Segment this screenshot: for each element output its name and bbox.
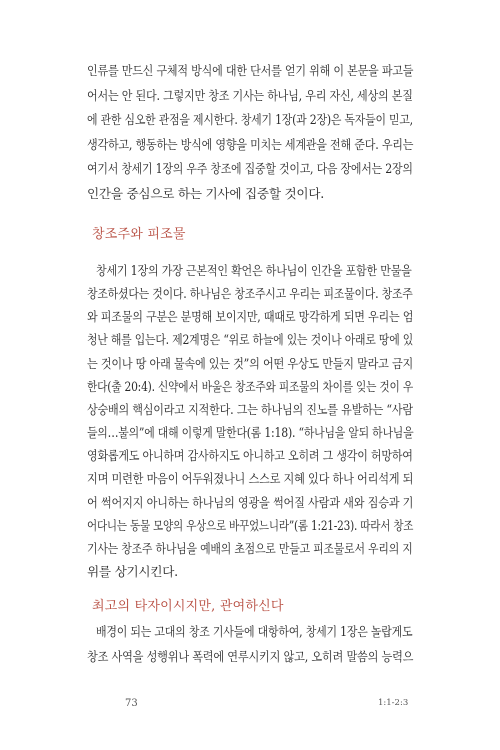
- body-line: 기사는 창조주 하나님을 예배의 초점으로 만들고 피조물로서 우리의 지: [87, 541, 413, 556]
- body-line: 들의…불의”에 대해 이렇게 말한다(롬 1:18). “하나님을 알되 하나님을: [87, 425, 414, 440]
- page-number: 73: [125, 698, 138, 709]
- body-line: 배경이 되는 고대의 창조 기사들에 대항하여, 창세기 1장은 놀랍게도: [96, 624, 413, 639]
- body-line: 창조하셨다는 것이다. 하나님은 창조주시고 우리는 피조물이다. 창조주: [87, 286, 413, 301]
- body-line: 위를 상기시킨다.: [87, 564, 178, 579]
- body-line: 청난 해를 입는다. 제2계명은 “위로 하늘에 있는 것이나 아래로 땅에 있: [87, 332, 414, 347]
- body-line: 는 것이나 땅 아래 물속에 있는 것”의 어떤 우상도 만들지 말라고 금지: [87, 356, 414, 371]
- body-line: 인간을 중심으로 하는 기사에 집중할 것이다.: [87, 186, 324, 201]
- body-line: 상숭배의 핵심이라고 지적한다. 그는 하나님의 진노를 유발하는 “사람: [87, 402, 413, 417]
- section-heading: 창조주와 피조물: [92, 227, 186, 242]
- body-line: 한다(출 20:4). 신약에서 바울은 창조주와 피조물의 차이를 잊는 것이 우: [87, 379, 413, 394]
- body-line: 창세기 1장의 가장 근본적인 확언은 하나님이 인간을 포함한 만물을: [96, 263, 412, 278]
- body-line: 영화롭게도 아니하며 감사하지도 아니하고 오히려 그 생각이 허망하여: [87, 448, 413, 463]
- body-line: 와 피조물의 구분은 분명해 보이지만, 때때로 망각하게 되면 우리는 엄: [87, 309, 414, 324]
- section-heading-2: 최고의 타자이시지만, 관여하신다: [92, 599, 284, 614]
- body-line: 어서는 안 된다. 그렇지만 창조 기사는 하나님, 우리 자신, 세상의 본질: [87, 88, 413, 103]
- body-line: 에 관한 심오한 관점을 제시한다. 창세기 1장(과 2장)은 독자들이 믿고,: [87, 112, 413, 127]
- body-line: 여기서 창세기 1장의 우주 창조에 집중할 것이고, 다음 장에서는 2장의: [87, 161, 413, 176]
- chapter-reference: 1:1-2:3: [378, 698, 409, 708]
- body-line: 생각하고, 행동하는 방식에 영향을 미치는 세계관을 전해 준다. 우리는: [87, 137, 414, 152]
- body-line: 어 썩어지지 아니하는 하나님의 영광을 썩어질 사람과 새와 짐승과 기: [87, 495, 414, 510]
- body-line: 인류를 만드신 구체적 방식에 대한 단서를 얻기 위해 이 본문을 파고들: [87, 63, 414, 78]
- body-line: 창조 사역을 성행위나 폭력에 연루시키지 않고, 오히려 말씀의 능력으: [87, 649, 414, 664]
- body-line: 어다니는 동물 모양의 우상으로 바꾸었느니라”(롬 1:21-23). 따라서 창조: [87, 518, 414, 533]
- body-line: 지며 미련한 마음이 어두워졌나니 스스로 지혜 있다 하나 어리석게 되: [87, 471, 414, 486]
